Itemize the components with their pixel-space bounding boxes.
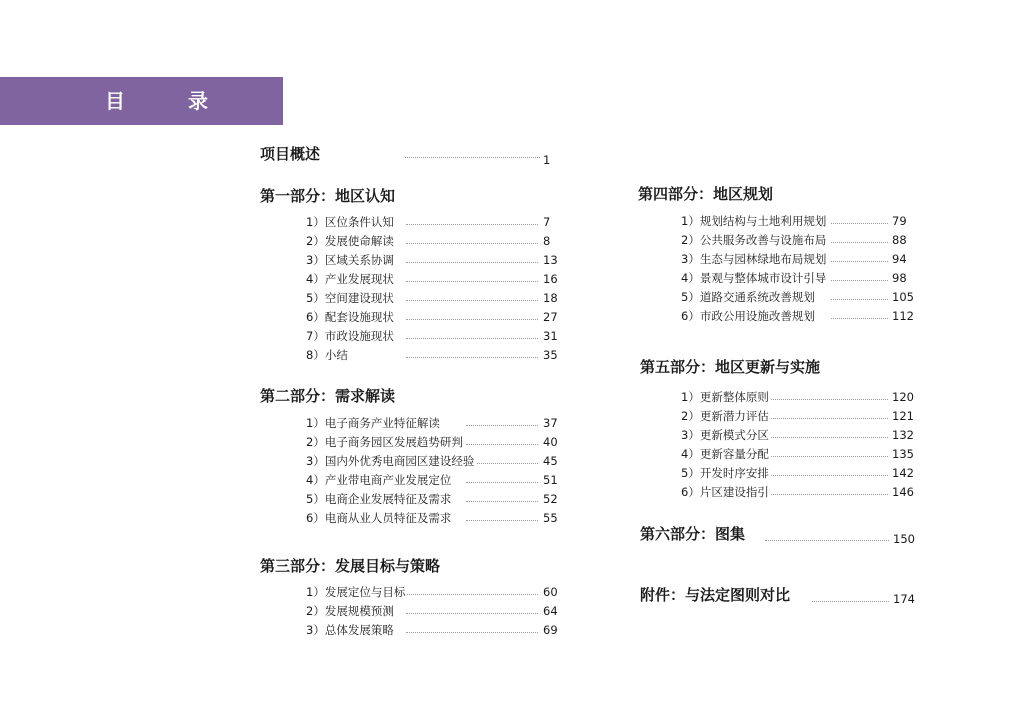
dot-leader (466, 482, 538, 483)
toc-entry-page: 27 (543, 310, 558, 324)
toc-entry-label: 2）公共服务改善与设施布局 (681, 233, 827, 247)
toc-entry-label: 4）景观与整体城市设计引导 (681, 271, 827, 285)
dot-leader (771, 494, 888, 495)
dot-leader (406, 613, 538, 614)
toc-entry[interactable] (306, 603, 583, 619)
toc-entry-page: 16 (543, 272, 558, 286)
toc-entry-page: 40 (543, 435, 558, 449)
toc-entry[interactable] (681, 232, 932, 248)
toc-entry[interactable] (681, 427, 932, 443)
dot-leader (831, 318, 888, 319)
toc-entry-label: 6）配套设施现状 (306, 310, 394, 324)
toc-entry-label: 4）产业发展现状 (306, 272, 394, 286)
part3-title: 第三部分：发展目标与策略 (260, 557, 441, 575)
toc-entry-label: 6）电商从业人员特征及需求 (306, 511, 452, 525)
appendix-entry[interactable] (640, 587, 920, 607)
toc-entry-label: 6）市政公用设施改善规划 (681, 309, 815, 323)
toc-entry-page: 120 (892, 390, 914, 404)
dot-leader (812, 601, 889, 602)
toc-entry-page: 98 (892, 271, 907, 285)
toc-entry-page: 94 (892, 252, 907, 266)
toc-entry[interactable] (306, 622, 583, 638)
toc-entry[interactable] (681, 465, 932, 481)
toc-entry-page: 18 (543, 291, 558, 305)
toc-entry[interactable] (306, 290, 583, 306)
appendix-label: 附件：与法定图则对比 (640, 586, 791, 604)
appendix-page: 174 (893, 592, 915, 606)
toc-entry[interactable] (306, 252, 583, 268)
toc-entry-page: 69 (543, 623, 558, 637)
part2-title: 第二部分：需求解读 (260, 387, 396, 405)
dot-leader (831, 242, 888, 243)
toc-entry-page: 142 (892, 466, 914, 480)
toc-entry-label: 4）更新容量分配 (681, 447, 769, 461)
toc-entry[interactable] (306, 214, 583, 230)
toc-entry-page: 112 (892, 309, 914, 323)
toc-entry-label: 5）开发时序安排 (681, 466, 769, 480)
toc-entry[interactable] (306, 472, 583, 488)
toc-entry-label: 1）更新整体原则 (681, 390, 769, 404)
dot-leader (771, 456, 888, 457)
dot-leader (771, 475, 888, 476)
toc-entry-page: 146 (892, 485, 914, 499)
toc-entry-label: 8）小结 (306, 348, 348, 362)
toc-entry[interactable] (306, 584, 583, 600)
toc-entry[interactable] (306, 233, 583, 249)
toc-entry-label: 3）区域关系协调 (306, 253, 394, 267)
dot-leader (466, 425, 538, 426)
toc-entry-label: 5）电商企业发展特征及需求 (306, 492, 452, 506)
toc-entry[interactable] (681, 308, 932, 324)
part4-title: 第四部分：地区规划 (638, 185, 774, 203)
toc-entry-label: 3）总体发展策略 (306, 623, 394, 637)
toc-entry-page: 52 (543, 492, 558, 506)
toc-entry[interactable] (306, 491, 583, 507)
dot-leader (405, 157, 540, 158)
part6-label: 第六部分：图集 (640, 525, 746, 543)
toc-entry-page: 60 (543, 585, 558, 599)
dot-leader (406, 262, 538, 263)
toc-entry-page: 105 (892, 290, 914, 304)
toc-entry-page: 7 (543, 215, 551, 229)
toc-entry-label: 2）发展使命解读 (306, 234, 394, 248)
dot-leader (831, 280, 888, 281)
dot-leader (406, 224, 538, 225)
toc-entry-label: 5）空间建设现状 (306, 291, 394, 305)
toc-entry[interactable] (681, 213, 932, 229)
dot-leader (765, 540, 889, 541)
dot-leader (831, 261, 888, 262)
toc-entry-page: 37 (543, 416, 558, 430)
toc-entry[interactable] (681, 389, 932, 405)
toc-entry-label: 4）产业带电商产业发展定位 (306, 473, 452, 487)
toc-entry[interactable] (306, 453, 583, 469)
part1-title: 第一部分：地区认知 (260, 187, 396, 205)
toc-entry-page: 64 (543, 604, 558, 618)
dot-leader (771, 437, 888, 438)
toc-entry-label: 5）道路交通系统改善规划 (681, 290, 815, 304)
dot-leader (406, 300, 538, 301)
dot-leader (406, 632, 538, 633)
page-title: 目 录 (105, 89, 236, 113)
toc-entry-label: 6）片区建设指引 (681, 485, 769, 499)
toc-entry-page: 135 (892, 447, 914, 461)
toc-entry-page: 88 (892, 233, 907, 247)
toc-entry[interactable] (681, 484, 932, 500)
toc-entry-page: 8 (543, 234, 551, 248)
toc-entry-page: 13 (543, 253, 558, 267)
toc-entry[interactable] (681, 251, 932, 267)
dot-leader (406, 594, 538, 595)
dot-leader (831, 223, 888, 224)
dot-leader (406, 357, 538, 358)
toc-entry-page: 132 (892, 428, 914, 442)
toc-entry[interactable] (306, 347, 583, 363)
toc-entry-label: 1）区位条件认知 (306, 215, 394, 229)
toc-entry[interactable] (306, 510, 583, 526)
toc-entry-page: 55 (543, 511, 558, 525)
dot-leader (406, 319, 538, 320)
dot-leader (406, 243, 538, 244)
toc-entry-label: 2）更新潜力评估 (681, 409, 769, 423)
toc-entry-label: 3）更新模式分区 (681, 428, 769, 442)
part5-title: 第五部分：地区更新与实施 (640, 358, 821, 376)
dot-leader (831, 299, 888, 300)
overview-label: 项目概述 (260, 145, 321, 163)
dot-leader (466, 444, 538, 445)
toc-entry-label: 3）生态与园林绿地布局规划 (681, 252, 827, 266)
dot-leader (771, 399, 888, 400)
toc-entry[interactable] (306, 415, 583, 431)
toc-entry-page: 35 (543, 348, 558, 362)
toc-entry-page: 45 (543, 454, 558, 468)
toc-entry-label: 1）电子商务产业特征解读 (306, 416, 440, 430)
toc-entry[interactable] (681, 289, 932, 305)
toc-entry-page: 51 (543, 473, 558, 487)
overview-page: 1 (543, 153, 551, 167)
dot-leader (466, 520, 538, 521)
toc-entry[interactable] (681, 408, 932, 424)
toc-entry-label: 1）发展定位与目标 (306, 585, 406, 599)
part6-page: 150 (893, 532, 915, 546)
toc-entry[interactable] (306, 309, 583, 325)
part6-entry[interactable] (640, 526, 920, 546)
dot-leader (406, 281, 538, 282)
toc-entry-page: 31 (543, 329, 558, 343)
toc-entry[interactable] (681, 270, 932, 286)
toc-entry-page: 121 (892, 409, 914, 423)
toc-entry-label: 1）规划结构与土地利用规划 (681, 214, 827, 228)
dot-leader (771, 418, 888, 419)
overview-entry[interactable] (260, 146, 560, 166)
toc-entry-label: 7）市政设施现状 (306, 329, 394, 343)
toc-entry-label: 3）国内外优秀电商园区建设经验 (306, 454, 475, 468)
toc-entry-label: 2）电子商务园区发展趋势研判 (306, 435, 463, 449)
toc-entry[interactable] (306, 434, 583, 450)
toc-entry[interactable] (306, 271, 583, 287)
toc-entry[interactable] (681, 446, 932, 462)
dot-leader (466, 501, 538, 502)
dot-leader (466, 463, 538, 464)
toc-entry-page: 79 (892, 214, 907, 228)
toc-entry-label: 2）发展规模预测 (306, 604, 394, 618)
toc-entry[interactable] (306, 328, 583, 344)
dot-leader (406, 338, 538, 339)
